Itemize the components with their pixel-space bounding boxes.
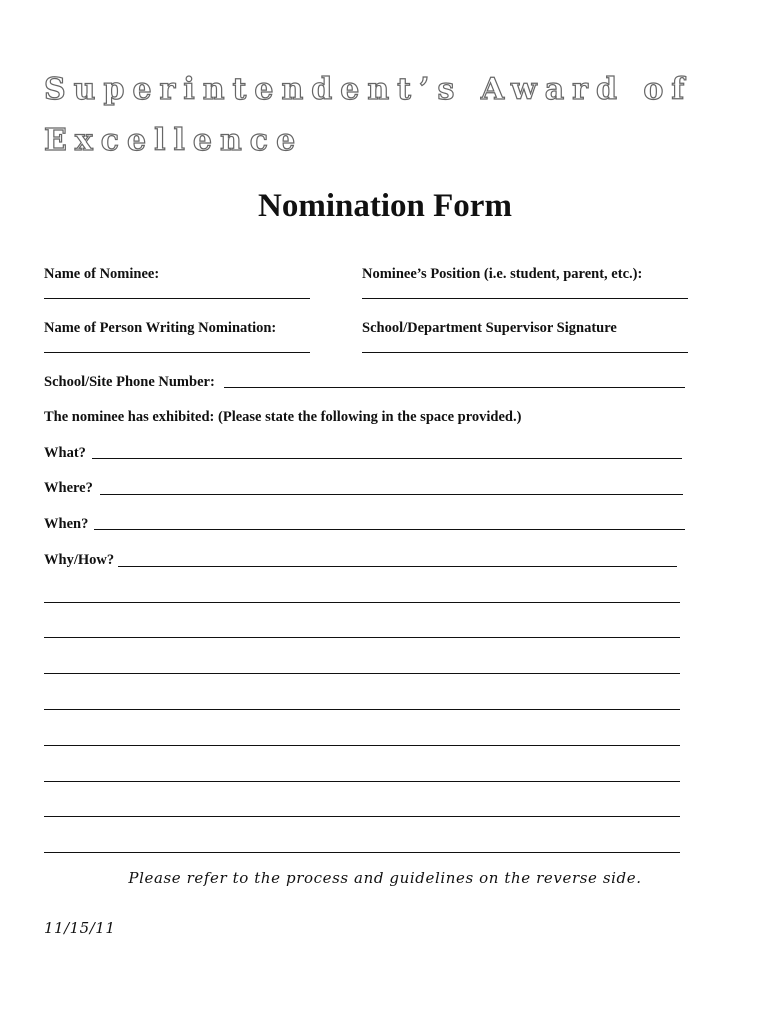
where-label: Where? [44,480,93,496]
where-field[interactable] [100,494,683,495]
when-label: When? [44,516,89,532]
form-heading: Nomination Form [258,188,512,224]
why-how-continuation-line[interactable] [44,673,680,674]
why-how-continuation-line[interactable] [44,637,680,638]
why-how-continuation-line[interactable] [44,816,680,817]
revision-date: 11/15/11 [44,919,116,937]
supervisor-signature-field[interactable] [362,352,688,353]
nominee-position-label: Nominee’s Position (i.e. student, parent, etc.): [362,266,643,282]
when-field[interactable] [94,529,685,530]
phone-label: School/Site Phone Number: [44,374,215,390]
what-label: What? [44,445,86,461]
nominee-name-label: Name of Nominee: [44,266,160,282]
why-how-continuation-line[interactable] [44,781,680,782]
supervisor-signature-label: School/Department Supervisor Signature [362,320,617,336]
why-how-continuation-line[interactable] [44,602,680,603]
why-how-continuation-line[interactable] [44,745,680,746]
why-how-continuation-line[interactable] [44,852,680,853]
what-field[interactable] [92,458,682,459]
award-title-line-2: Excellence [44,123,304,158]
nominee-position-field[interactable] [362,298,688,299]
award-title-line-1: Superintendent’s Award of [44,72,693,107]
reverse-side-note: Please refer to the process and guidelines on the reverse side. [128,869,642,887]
writer-name-label: Name of Person Writing Nomination: [44,320,277,336]
instructions-text: The nominee has exhibited: (Please state the following in the space provided.) [44,409,522,425]
phone-field[interactable] [224,387,685,388]
why-how-continuation-line[interactable] [44,709,680,710]
why-how-field[interactable] [118,566,677,567]
why-how-label: Why/How? [44,552,115,568]
nominee-name-field[interactable] [44,298,310,299]
writer-name-field[interactable] [44,352,310,353]
